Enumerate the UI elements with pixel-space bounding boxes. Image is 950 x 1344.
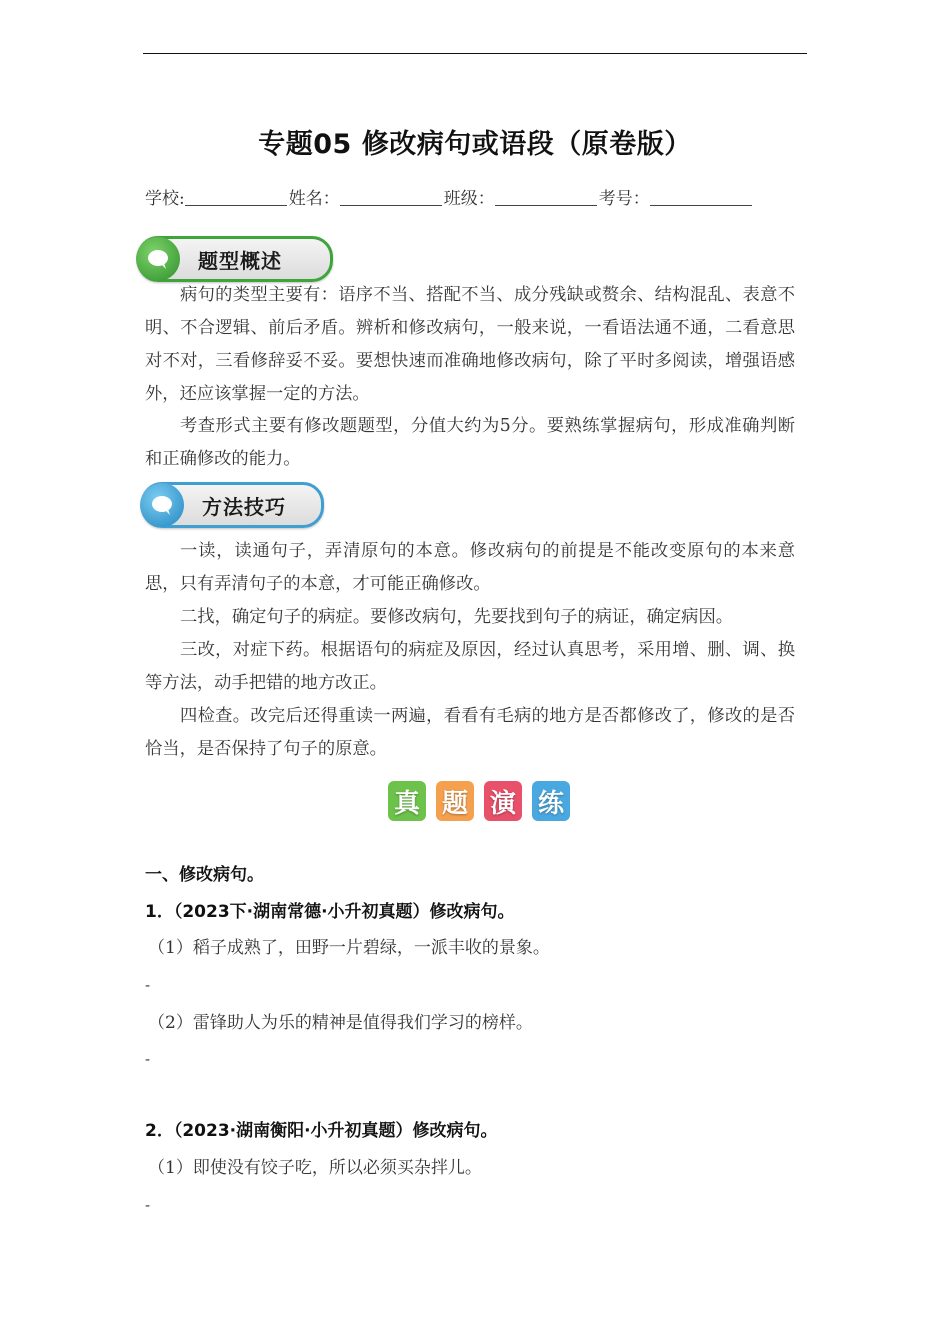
number-field[interactable] xyxy=(650,189,752,206)
question-2-sentence-1: （1）即使没有饺子吃，所以必须买杂拌儿。 xyxy=(148,1158,482,1178)
answer-line[interactable]: - xyxy=(145,1050,151,1068)
section-heading: 一、修改病句。 xyxy=(145,865,264,885)
question-1-sentence-2: （2）雷锋助人为乐的精神是值得我们学习的榜样。 xyxy=(148,1013,533,1033)
class-label: 班级： xyxy=(443,189,495,209)
number-label: 考号： xyxy=(598,189,650,209)
header-rule xyxy=(143,53,807,54)
practice-tile: 真 xyxy=(388,781,426,821)
question-1-heading: 1．（2023下·湖南常德·小升初真题）修改病句。 xyxy=(145,902,515,922)
speech-bubble-icon xyxy=(136,237,180,281)
question-2-heading: 2．（2023·湖南衡阳·小升初真题）修改病句。 xyxy=(145,1121,498,1141)
overview-badge xyxy=(137,236,333,282)
method-paragraph-4: 四检查。改完后还得重读一两遍，看看有毛病的地方是否都修改了，修改的是否恰当，是否保持了句子的原意。 xyxy=(145,706,795,759)
overview-badge-label: 题型概述 xyxy=(198,248,282,273)
answer-line[interactable]: - xyxy=(145,976,151,994)
class-field[interactable] xyxy=(495,189,597,206)
overview-paragraph-2: 考查形式主要有修改题题型，分值大约为5分。要熟练掌握病句，形成准确判断和正确修改的能力。 xyxy=(145,416,795,469)
overview-paragraph-1: 病句的类型主要有：语序不当、搭配不当、成分残缺或赘余、结构混乱、表意不明、不合逻辑、前后矛盾。辨析和修改病句，一般来说，一看语法通不通，二看意思对不对，三看修辞妥不妥。要想快速而准确地修改病句，除了平时多阅读，增强语感外，还应该掌握一定的方法。 xyxy=(145,285,795,404)
name-label: 姓名： xyxy=(288,189,340,209)
practice-banner xyxy=(388,781,570,821)
school-label: 学校: xyxy=(145,189,185,209)
question-1-sentence-1: （1）稻子成熟了，田野一片碧绿，一派丰收的景象。 xyxy=(148,938,550,958)
page-title: 专题05 修改病句或语段（原卷版） xyxy=(258,129,692,160)
answer-line[interactable]: - xyxy=(145,1196,151,1214)
student-info-row xyxy=(145,184,754,209)
name-field[interactable] xyxy=(340,189,442,206)
speech-bubble-icon xyxy=(140,483,184,527)
method-badge xyxy=(141,482,324,528)
practice-tile: 题 xyxy=(436,781,474,821)
practice-tile: 演 xyxy=(484,781,522,821)
method-paragraph-1: 一读，读通句子，弄清原句的本意。修改病句的前提是不能改变原句的本来意思，只有弄清句子的本意，才可能正确修改。 xyxy=(145,541,795,594)
method-badge-label: 方法技巧 xyxy=(202,494,286,519)
method-paragraph-2: 二找，确定句子的病症。要修改病句，先要找到句子的病证，确定病因。 xyxy=(180,607,734,627)
method-paragraph-3: 三改，对症下药。根据语句的病症及原因，经过认真思考，采用增、删、调、换等方法，动手把错的地方改正。 xyxy=(145,640,795,693)
practice-tile: 练 xyxy=(532,781,570,821)
school-field[interactable] xyxy=(185,189,287,206)
